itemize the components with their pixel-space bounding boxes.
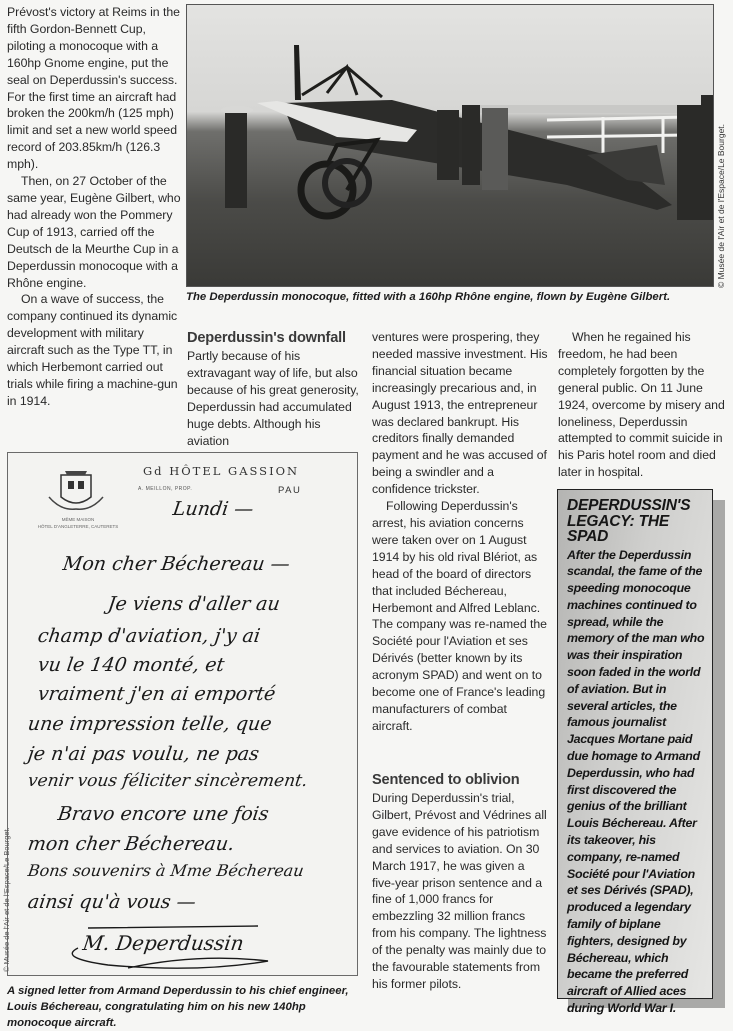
- section-heading-downfall: Deperdussin's downfall: [187, 330, 346, 346]
- paragraph: Then, on 27 October of the same year, Eugène Gilbert, who had already won the Pommery Cup of 1913, carried off the Deutsch de la Meurthe Cup in a Deperdussin monocoque with a Rhône engine.: [7, 174, 181, 290]
- handwriting-line: vraiment j'en ai emporté: [36, 683, 277, 705]
- aircraft-photo: [186, 4, 714, 287]
- letterhead: Gd HÔTEL GASSION: [143, 464, 300, 478]
- handwriting-line: Bravo encore une fois: [56, 803, 271, 825]
- handwriting-line: champ d'aviation, j'y ai: [36, 625, 262, 647]
- sister-hotel-text: MÊME MAISON HÔTEL D'ANGLETERRE, CAUTERETS: [37, 517, 119, 529]
- article-column-3-lower: [372, 771, 550, 993]
- tree-line: [477, 105, 697, 113]
- propeller: [294, 45, 301, 100]
- photo-caption: The Deperdussin monocoque, fitted with a 160hp Rhône engine, flown by Eugène Gilbert.: [186, 291, 671, 303]
- signature-flourish: [48, 923, 288, 973]
- handwriting-line: Lundi —: [171, 498, 255, 520]
- handwriting-line: mon cher Béchereau.: [26, 833, 236, 855]
- letter-credit: © Musée de l'Air et de l'Espace/Le Bourget.: [2, 827, 11, 972]
- paragraph: On a wave of success, the company continued its dynamic development with military aircraft such as the Type TT, in which Herbemont carried out trials while firing a machine-gun in 1914.: [7, 292, 178, 408]
- article-column-2: [187, 329, 365, 449]
- letter-caption: A signed letter from Armand Deperdussin to his chief engineer, Louis Béchereau, congratulating him on his new 140hp monocoque aircraft.: [7, 985, 349, 1029]
- sidebar-body: After the Deperdussin scandal, the fame of the speeding monocoque machines continued to spread, while the memory of the man who was their inspiration soon faded in the world of aviation. But in several articles, the famous journalist Jacques Mortane paid due homage to Armand Deperdussin, who had first discovered the genius of the brilliant Louis Béchereau. After its takeover, his company, re-named Société pour l'Aviation et ses Dérivés (SPAD), produced a legendary family of biplane fighters, designed by Béchereau, which became the preferred aircraft of Allied aces during World War I.: [567, 547, 705, 1016]
- paragraph: Partly because of his extravagant way of life, but also because of his great generosity, Deperdussin had accumulated huge debts. Although his aviation: [187, 349, 359, 448]
- photo-credit: © Musée de l'Air et de l'Espace/Le Bourget.: [716, 123, 726, 288]
- handwriting-line: je n'ai pas voulu, ne pas: [26, 743, 261, 765]
- section-heading-oblivion: Sentenced to oblivion: [372, 772, 520, 788]
- legacy-sidebar: [557, 489, 713, 1016]
- sidebar-title: DEPERDUSSIN'S LEGACY: THE SPAD: [567, 497, 691, 545]
- handwriting-line: ainsi qu'à vous —: [26, 891, 198, 913]
- handwritten-letter-image: [7, 452, 358, 976]
- paragraph: Prévost's victory at Reims in the fifth Gordon-Bennett Cup, piloting a monocoque with a 160hp Gnome engine, put the seal on Deperdussin's success. For the first time an aircraft had broken the 200km/h (125 mph) limit and set a new world speed record of 203.85km/h (126.3 mph).: [7, 5, 180, 172]
- article-column-3: [372, 329, 550, 735]
- paragraph: ventures were prospering, they needed massive investment. His financial situation became increasingly precarious and, in August 1913, the entrepreneur was declared bankrupt. His creditors finally demanded payment and he was accused of being a swindler and a confidence trickster.: [372, 330, 548, 497]
- handwriting-line: vu le 140 monté, et: [36, 654, 226, 676]
- paragraph: When he regained his freedom, he had been completely forgotten by the general public. On 11 June 1924, overcome by misery and loneliness, Deperdussin attempted to commit suicide in his Paris hotel room and died later in hospital.: [558, 330, 725, 480]
- cabane-struts: [302, 67, 382, 97]
- handwriting-line: venir vous féliciter sincèrement.: [26, 771, 309, 791]
- proprietor-text: A. MEILLON, PROP.: [138, 486, 193, 492]
- signature: M. Deperdussin: [81, 931, 246, 955]
- handwriting-line: une impression telle, que: [26, 713, 274, 735]
- letterhead-city: PAU: [278, 485, 302, 496]
- article-column-1: [7, 4, 183, 410]
- paragraph: During Deperdussin's trial, Gilbert, Prévost and Védrines all gave evidence of his patriotism and services to aviation. On 30 March 1917, he was given a five-year prison sentence and a fine of 1,000 francs for embezzling 32 million francs from his company. The lightness of the penalty was mainly due to the favourable statements from his former pilots.: [372, 791, 547, 991]
- handwriting-line: Bons souvenirs à Mme Béchereau: [26, 861, 306, 880]
- hotel-crest-icon: [41, 467, 111, 517]
- article-column-4: [558, 329, 728, 481]
- handwriting-line: Mon cher Béchereau —: [61, 553, 292, 575]
- aircraft-photo-illustration: [187, 5, 713, 286]
- paragraph: Following Deperdussin's arrest, his aviation concerns were taken over on 1 August 1914 by his old rival Blériot, as head of the board of directors that included Béchereau, Herbemont and Alfred Leblanc. The company was re-named the Société pour l'Aviation et ses Dérivés (better known by its acronym SPAD) and went on to become one of France's leading manufacturers of combat aircraft.: [372, 499, 547, 733]
- handwriting-line: Je viens d'aller au: [106, 593, 282, 615]
